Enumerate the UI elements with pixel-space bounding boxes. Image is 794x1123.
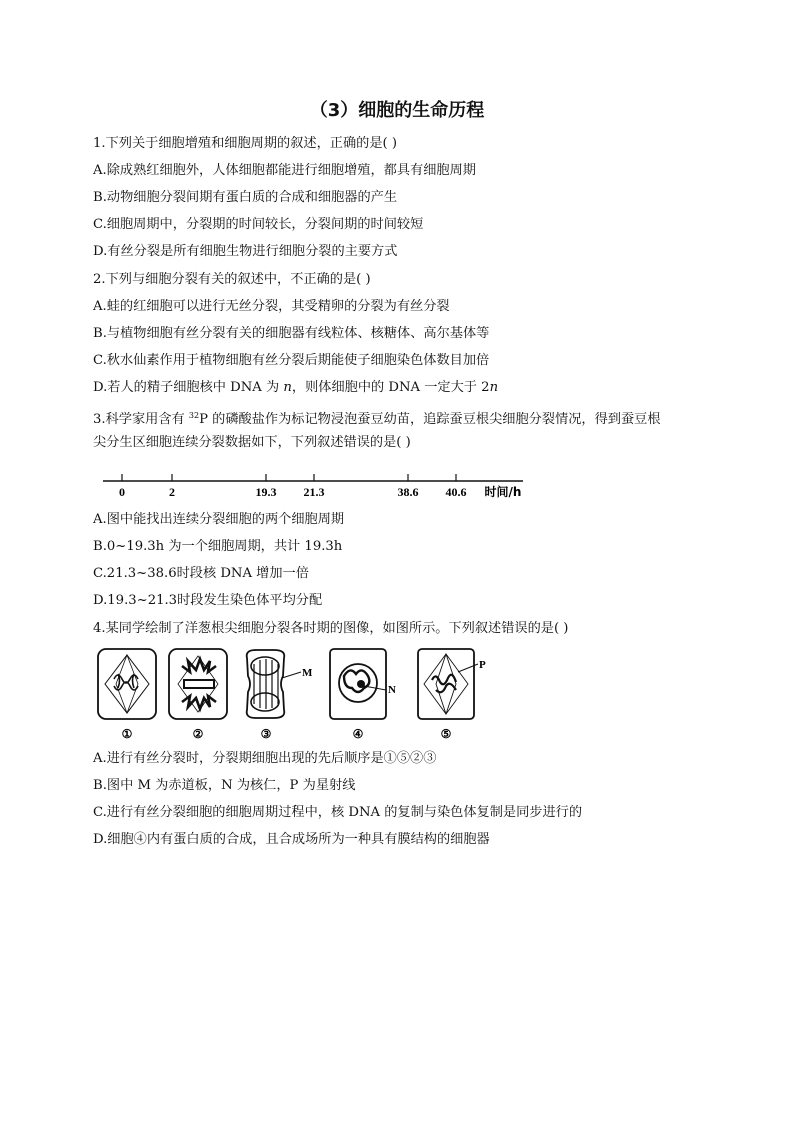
q3-stem-sup: 32	[188, 411, 200, 420]
q3-stem-line2: 尖分生区细胞连续分裂数据如下，下列叙述错误的是( )	[93, 435, 411, 450]
page-title: （3）细胞的生命历程	[309, 100, 485, 121]
q3-option-b: B.0~19.3h 为一个细胞周期，共计 19.3h	[93, 539, 343, 554]
q4-option-a: A.进行有丝分裂时，分裂期细胞出现的先后顺序是①⑤②③	[93, 751, 437, 766]
cell-4	[330, 649, 396, 719]
q2-d-mid: ，则体细胞中的 DNA 一定大于	[291, 380, 482, 395]
label-m: M	[302, 667, 313, 679]
cell-label-4: ④	[352, 727, 364, 741]
cell-label-1: ①	[121, 727, 133, 741]
q2-d-prefix: D.若人的精子细胞核中 DNA 为	[93, 380, 284, 395]
q3-option-a: A.图中能找出连续分裂细胞的两个细胞周期	[93, 512, 345, 527]
cell-5	[418, 649, 486, 719]
timeline-label-0: 0	[119, 485, 125, 499]
q2-option-d	[93, 380, 498, 396]
timeline-label-38-6: 38.6	[397, 485, 419, 499]
q1-stem: 1.下列关于细胞增殖和细胞周期的叙述，正确的是( )	[93, 136, 397, 151]
cell-1	[98, 649, 156, 719]
nucleolus	[357, 680, 365, 688]
cell-label-2: ②	[192, 727, 204, 741]
q1-option-d: D.有丝分裂是所有细胞生物进行细胞分裂的主要方式	[93, 244, 398, 259]
q1-option-b: B.动物细胞分裂间期有蛋白质的合成和细胞器的产生	[93, 190, 398, 205]
q2-stem: 2.下列与细胞分裂有关的叙述中，不正确的是( )	[93, 272, 371, 287]
cell-division-figure	[96, 646, 516, 746]
label-p: P	[479, 659, 486, 671]
q2-option-b: B.与植物细胞有丝分裂有关的细胞器有线粒体、核糖体、高尔基体等	[93, 326, 490, 341]
q1-option-c: C.细胞周期中，分裂期的时间较长，分裂间期的时间较短	[93, 217, 424, 232]
q4-option-c: C.进行有丝分裂细胞的细胞周期过程中，核 DNA 的复制与染色体复制是同步进行的	[93, 805, 583, 820]
q4-option-b: B.图中 M 为赤道板，N 为核仁，P 为星射线	[93, 778, 356, 793]
timeline-label-19-3: 19.3	[255, 485, 277, 499]
timeline-label-2: 2	[169, 485, 175, 499]
q3-stem-post: P 的磷酸盐作为标记物浸泡蚕豆幼苗，追踪蚕豆根尖细胞分裂情况，得到蚕豆根	[199, 412, 661, 427]
timeline-unit-label: 时间/h	[484, 485, 522, 499]
q3-option-c: C.21.3~38.6时段核 DNA 增加一倍	[93, 566, 309, 581]
timeline-label-21-3: 21.3	[303, 485, 325, 499]
q3-stem-line1	[93, 408, 661, 428]
timeline-figure	[95, 466, 535, 502]
cell-3	[247, 650, 313, 718]
q3-stem-pre: 3.科学家用含有	[93, 412, 189, 427]
q2-d-n2: n	[489, 380, 499, 395]
q2-option-a: A.蛙的红细胞可以进行无丝分裂，其受精卵的分裂为有丝分裂	[93, 299, 450, 314]
q4-option-d: D.细胞④内有蛋白质的合成，且合成场所为一种具有膜结构的细胞器	[93, 832, 490, 847]
q3-option-d: D.19.3~21.3时段发生染色体平均分配	[93, 593, 323, 608]
label-line-m	[282, 672, 301, 678]
label-line-p	[458, 664, 478, 672]
q2-d-n: n	[283, 380, 292, 395]
cell-2	[169, 649, 227, 719]
q1-option-a: A.除成熟红细胞外，人体细胞都能进行细胞增殖，都具有细胞周期	[93, 163, 476, 178]
timeline-label-40-6: 40.6	[445, 485, 467, 499]
q2-option-c: C.秋水仙素作用于植物细胞有丝分裂后期能使子细胞染色体数目加倍	[93, 353, 490, 368]
q2-d-two: 2	[481, 380, 490, 395]
q4-stem: 4.某同学绘制了洋葱根尖细胞分裂各时期的图像，如图所示。下列叙述错误的是( )	[93, 621, 569, 636]
label-n: N	[388, 684, 396, 696]
cell-label-5: ⑤	[440, 727, 452, 741]
cell-label-3: ③	[260, 727, 272, 741]
